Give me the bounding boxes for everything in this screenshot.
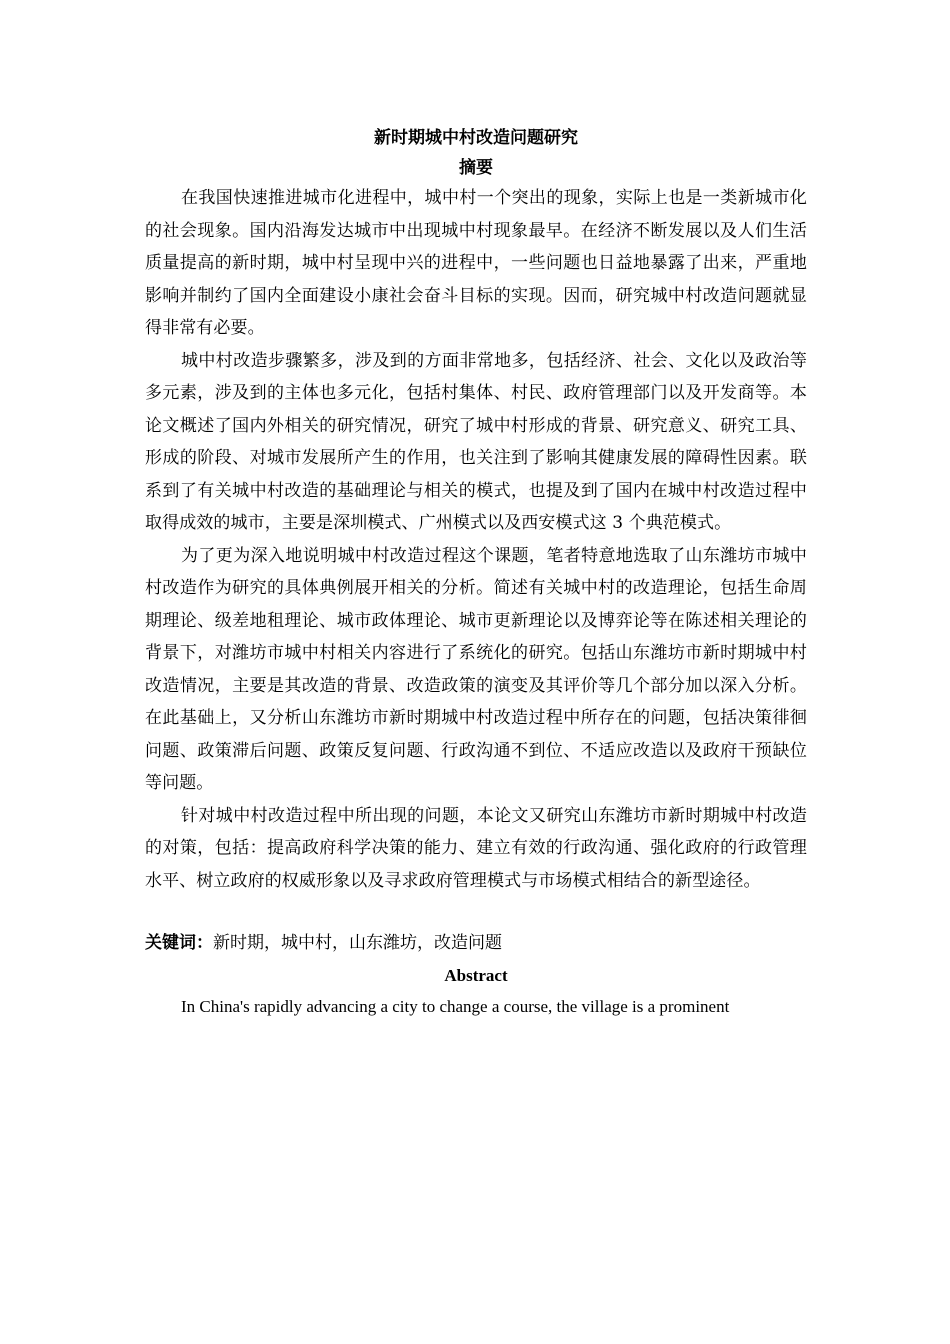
keywords-label: 关键词：	[145, 933, 213, 953]
abstract-paragraph-4: 针对城中村改造过程中所出现的问题，本论文又研究山东潍坊市新时期城中村改造的对策，包括：提高政府科学决策的能力、建立有效的行政沟通、强化政府的行政管理水平、树立政府的权威形象以及寻求政府管理模式与市场模式相结合的新型途径。	[145, 805, 807, 891]
abstract-paragraph-3: 为了更为深入地说明城中村改造过程这个课题，笔者特意地选取了山东潍坊市城中村改造作为研究的具体典例展开相关的分析。简述有关城中村的改造理论，包括生命周期理论、级差地租理论、城市政体理论、城市更新理论以及博弈论等在陈述相关理论的背景下，对潍坊市城中村相关内容进行了系统化的研究。包括山东潍坊市新时期城中村改造情况，主要是其改造的背景、改造政策的演变及其评价等几个部分加以深入分析。在此基础上，又分析山东潍坊市新时期城中村改造过程中所存在的问题，包括决策徘徊问题、政策滞后问题、政策反复问题、行政沟通不到位、不适应改造以及政府干预缺位等问题。	[145, 545, 807, 793]
keywords-text: 新时期，城中村，山东潍坊，改造问题	[213, 933, 502, 953]
abstract-heading-en: Abstract	[444, 966, 508, 985]
document-page	[145, 122, 807, 1023]
abstract-heading-cn: 摘要	[459, 158, 493, 178]
abstract-en-paragraph: In China's rapidly advancing a city to change a course, the village is a prominent	[181, 997, 730, 1016]
abstract-paragraph-2: 城中村改造步骤繁多，涉及到的方面非常地多，包括经济、社会、文化以及政治等多元素，涉及到的主体也多元化，包括村集体、村民、政府管理部门以及开发商等。本论文概述了国内外相关的研究情况，研究了城中村形成的背景、研究意义、研究工具、形成的阶段、对城市发展所产生的作用，也关注到了影响其健康发展的障碍性因素。联系到了有关城中村改造的基础理论与相关的模式，也提及到了国内在城中村改造过程中取得成效的城市，主要是深圳模式、广州模式以及西安模式这 3 个典范模式。	[145, 350, 807, 533]
document-title: 新时期城中村改造问题研究	[374, 128, 578, 148]
abstract-paragraph-1: 在我国快速推进城市化进程中，城中村一个突出的现象，实际上也是一类新城市化的社会现象。国内沿海发达城市中出现城中村现象最早。在经济不断发展以及人们生活质量提高的新时期，城中村呈现中兴的进程中，一些问题也日益地暴露了出来，严重地影响并制约了国内全面建设小康社会奋斗目标的实现。因而，研究城中村改造问题就显得非常有必要。	[145, 188, 807, 338]
keywords-line	[145, 927, 807, 959]
